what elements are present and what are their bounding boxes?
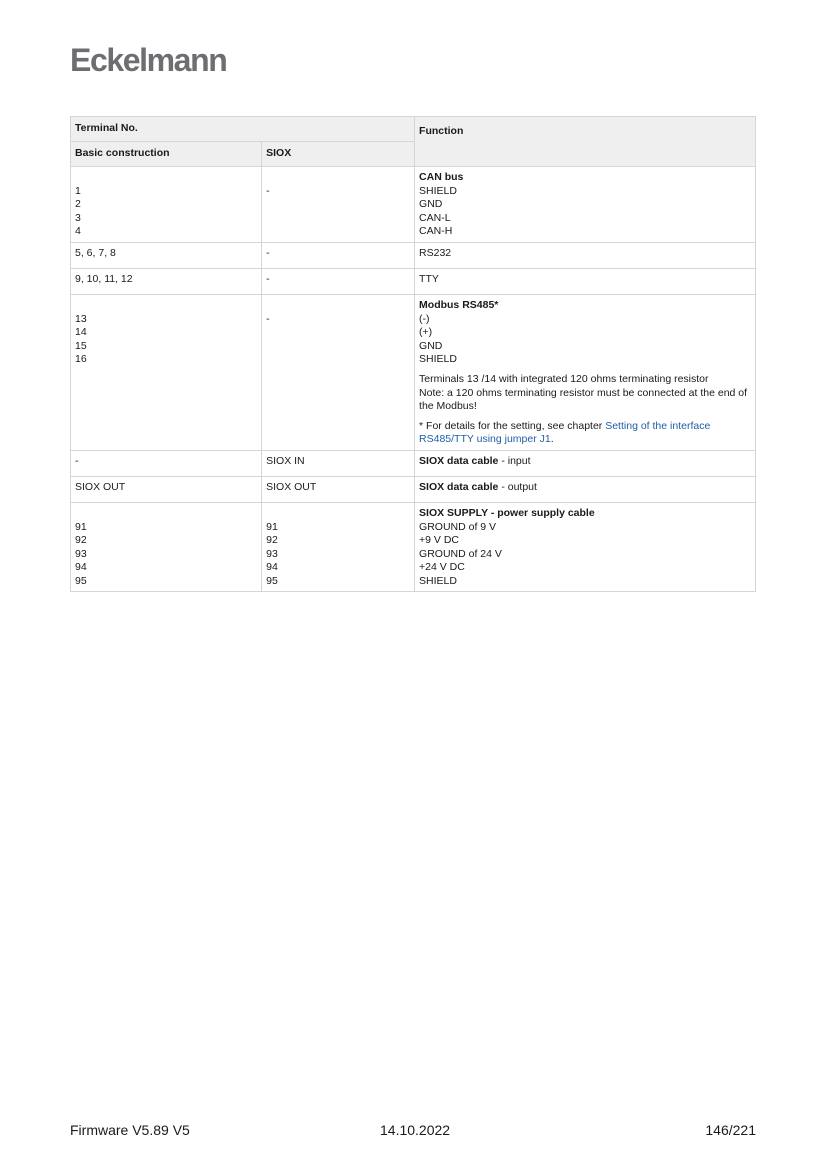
cell-siox-siox-out: SIOX OUT — [262, 476, 415, 502]
footer-page-number: 146/221 — [705, 1122, 756, 1138]
table-row-siox-out — [71, 476, 756, 502]
terminal-number: 94 — [75, 561, 87, 574]
terminal-number: 91 — [266, 520, 278, 533]
table-row-can-bus — [71, 167, 756, 243]
footer-date: 14.10.2022 — [380, 1122, 451, 1138]
function-line: (+) — [419, 326, 433, 339]
function-title: Modbus RS485* — [419, 298, 499, 311]
cell-siox-siox-in: SIOX IN — [262, 450, 415, 476]
cell-basic-can — [71, 167, 262, 243]
function-title: SIOX data cable — [419, 454, 499, 467]
function-line: (-) — [419, 312, 430, 325]
function-line: SHIELD — [419, 574, 457, 587]
terminal-number: 16 — [75, 353, 87, 366]
function-line: CAN-H — [419, 225, 453, 238]
siox-value: - — [266, 184, 270, 197]
terminal-number: 15 — [75, 339, 87, 352]
cell-function-tty: TTY — [415, 268, 756, 294]
function-line: SHIELD — [419, 184, 457, 197]
table-row-siox-supply — [71, 502, 756, 592]
terminal-number: 91 — [75, 520, 87, 533]
chapter-link-rs485-tty[interactable]: Setting of the interface RS485/TTY using jumper J1 — [419, 419, 711, 446]
cell-basic-rs232: 5, 6, 7, 8 — [71, 242, 262, 268]
footer-firmware: Firmware V5.89 V5 — [70, 1122, 190, 1138]
cell-siox-rs232: - — [262, 242, 415, 268]
function-title: CAN bus — [419, 171, 464, 183]
header-siox: SIOX — [262, 142, 415, 167]
cell-basic-siox-in: - — [71, 450, 262, 476]
header-basic-construction: Basic construction — [71, 142, 262, 167]
function-line: +9 V DC — [419, 534, 460, 547]
terminal-number: 93 — [266, 547, 278, 560]
terminal-number: 95 — [75, 574, 87, 587]
siox-value: - — [266, 312, 270, 325]
cell-siox-can — [262, 167, 415, 243]
cell-function-siox-in — [415, 450, 756, 476]
function-suffix: - input — [498, 454, 531, 467]
table-row-tty — [71, 268, 756, 294]
function-line: GND — [419, 198, 443, 211]
cell-basic-modbus — [71, 294, 262, 450]
note-resistor: Terminals 13 /14 with integrated 120 ohms terminating resistor — [419, 372, 709, 385]
function-title: SIOX SUPPLY - power supply cable — [419, 506, 595, 519]
function-title: SIOX data cable — [419, 480, 499, 493]
page-footer — [70, 1122, 756, 1140]
terminal-number: 2 — [75, 198, 81, 211]
cell-function-can — [415, 167, 756, 243]
terminal-number: 13 — [75, 312, 87, 325]
table-header-row — [71, 117, 756, 142]
terminal-number: 1 — [75, 184, 81, 197]
function-line: GROUND of 24 V — [419, 547, 502, 560]
cell-siox-modbus — [262, 294, 415, 450]
function-suffix: - output — [498, 480, 537, 493]
cell-function-rs232: RS232 — [415, 242, 756, 268]
cell-function-modbus — [415, 294, 756, 450]
note-details-suffix: . — [550, 433, 554, 446]
header-terminal-no: Terminal No. — [71, 117, 415, 142]
function-line: CAN-L — [419, 211, 451, 224]
function-line: SHIELD — [419, 353, 457, 366]
modbus-note — [419, 373, 751, 414]
terminal-number: 94 — [266, 561, 278, 574]
table-row-modbus — [71, 294, 756, 450]
cell-function-supply — [415, 502, 756, 592]
terminal-number: 92 — [75, 534, 87, 547]
terminal-number: 4 — [75, 225, 81, 238]
table-row-siox-in — [71, 450, 756, 476]
terminal-number: 3 — [75, 211, 81, 224]
terminal-number: 95 — [266, 574, 278, 587]
cell-basic-supply — [71, 502, 262, 592]
cell-function-siox-out — [415, 476, 756, 502]
function-line: GROUND of 9 V — [419, 520, 497, 533]
terminal-number: 92 — [266, 534, 278, 547]
cell-siox-supply — [262, 502, 415, 592]
cell-basic-siox-out: SIOX OUT — [71, 476, 262, 502]
terminal-assignment-table — [70, 116, 756, 592]
terminal-number: 14 — [75, 326, 87, 339]
table-row-rs232 — [71, 242, 756, 268]
eckelmann-logo: Eckelmann — [70, 42, 227, 78]
note-termination: Note: a 120 ohms terminating resistor must be connected at the end of the Modbus! — [419, 386, 748, 413]
note-details-prefix: * For details for the setting, see chapter — [419, 419, 606, 432]
cell-siox-tty: - — [262, 268, 415, 294]
header-function: Function — [415, 117, 756, 167]
function-line: +24 V DC — [419, 561, 465, 574]
modbus-details-note — [419, 420, 751, 447]
terminal-number: 93 — [75, 547, 87, 560]
cell-basic-tty: 9, 10, 11, 12 — [71, 268, 262, 294]
function-line: GND — [419, 339, 443, 352]
